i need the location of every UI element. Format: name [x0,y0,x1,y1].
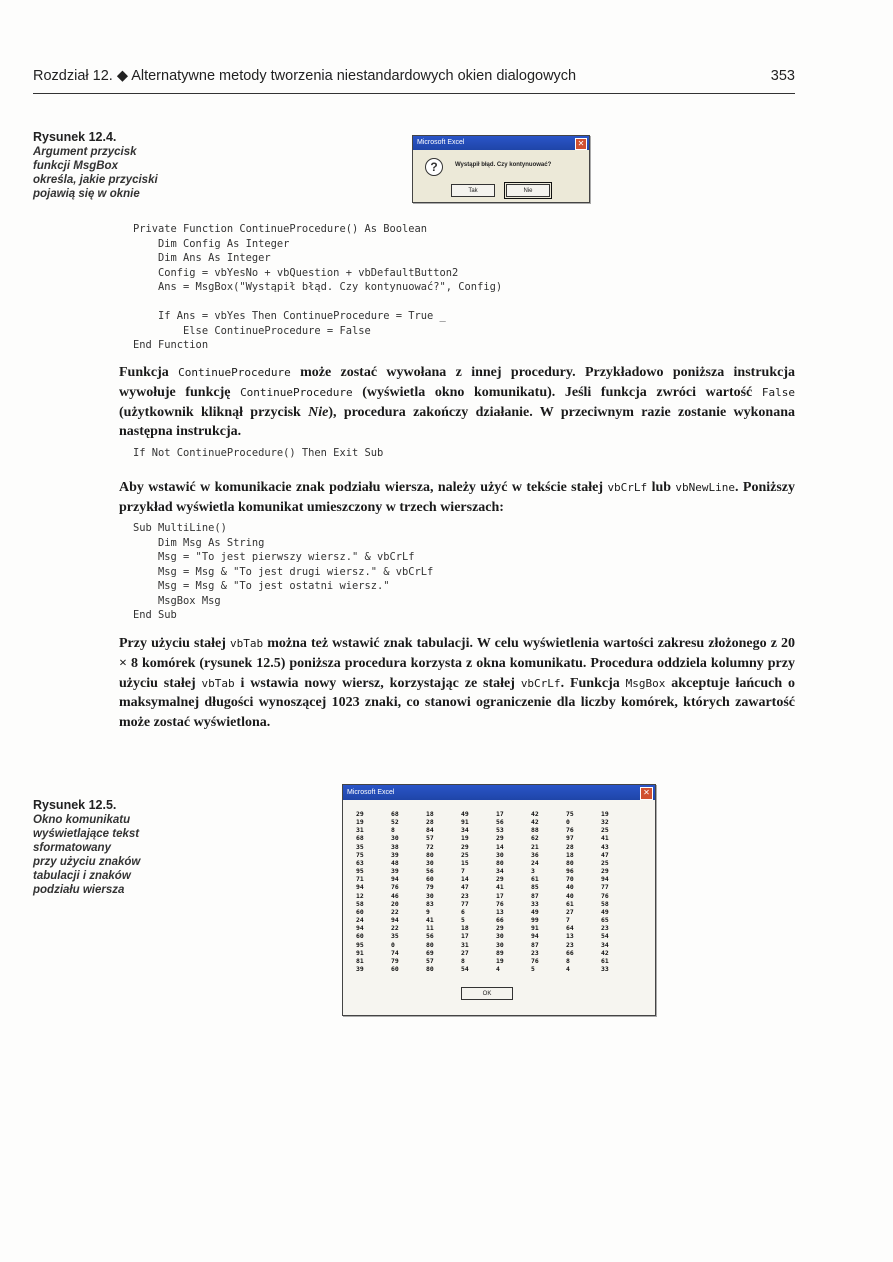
grid-cell: 68 [391,810,399,818]
grid-cell: 49 [461,810,469,818]
question-icon: ? [425,158,443,176]
grid-cell: 94 [601,875,609,884]
figure-12-4-text: Argument przycisk funkcji MsgBox określa, jakie przyciski pojawią się w oknie [33,146,158,200]
msgbox-dialog-yes-no [412,135,590,203]
grid-cell: 14 [461,875,469,884]
grid-cell: 74 [391,948,399,957]
grid-cell: 29 [601,867,609,876]
grid-cell: 36 [531,850,539,859]
grid-cell: 41 [426,916,434,925]
grid-cell: 28 [426,818,434,827]
grid-cell: 76 [531,956,539,965]
grid-cell: 6 [461,907,465,916]
grid-row [356,916,636,924]
grid-cell: 41 [601,834,609,843]
grid-cell: 85 [531,883,539,892]
grid-cell: 91 [531,924,539,933]
grid-cell: 39 [356,964,364,973]
grid-cell: 94 [391,916,399,925]
grid-cell: 91 [356,948,364,957]
grid-cell: 33 [601,964,609,973]
grid-row [356,867,636,875]
grid-cell: 43 [601,842,609,851]
grid-cell: 24 [356,916,364,925]
grid-cell: 72 [426,842,434,851]
values-grid [356,810,636,973]
grid-cell: 75 [566,810,574,818]
grid-cell: 76 [601,891,609,900]
grid-row [356,834,636,842]
grid-cell: 42 [531,818,539,827]
paragraph-line-break: Aby wstawić w komunikacie znak podziału wiersza, należy użyć w tekście stałej vbCrLf lub vbNewLine. Poniższy przykład wyświetla komunikat umieszczony w trzech wierszach: [119,480,795,515]
grid-cell: 68 [356,834,364,843]
grid-cell: 0 [566,818,570,827]
grid-cell: 62 [531,834,539,843]
grid-cell: 61 [566,899,574,908]
grid-cell: 94 [391,875,399,884]
grid-row [356,818,636,826]
grid-cell: 39 [391,850,399,859]
grid-row [356,957,636,965]
grid-cell: 25 [601,858,609,867]
grid-cell: 79 [391,956,399,965]
grid-cell: 56 [426,867,434,876]
code-multiline: Sub MultiLine() Dim Msg As String Msg = "To jest pierwszy wiersz." & vbCrLf Msg = Msg & "To jest drugi wiersz." & vbCrLf Msg = Msg & "To jest ostatni wiersz." MsgBox Msg End Sub [133,522,434,621]
grid-cell: 35 [391,932,399,941]
grid-row [356,941,636,949]
grid-cell: 30 [391,834,399,843]
grid-cell: 58 [601,899,609,908]
grid-cell: 20 [391,899,399,908]
grid-row [356,859,636,867]
grid-cell: 12 [356,891,364,900]
grid-cell: 28 [566,842,574,851]
grid-cell: 80 [566,858,574,867]
grid-cell: 87 [531,891,539,900]
grid-cell: 32 [601,818,609,827]
grid-cell: 60 [356,932,364,941]
grid-cell: 11 [426,924,434,933]
yes-button[interactable]: Tak [451,184,495,197]
grid-cell: 63 [356,858,364,867]
grid-cell: 76 [496,899,504,908]
grid-cell: 69 [426,948,434,957]
grid-cell: 29 [461,842,469,851]
grid-cell: 47 [601,850,609,859]
grid-row [356,892,636,900]
grid-cell: 84 [426,826,434,835]
grid-cell: 13 [566,932,574,941]
close-icon[interactable]: ✕ [575,138,587,150]
grid-row [356,810,636,818]
chapter-title: Rozdział 12. ◆ Alternatywne metody tworzenia niestandardowych okien dialogowych [33,68,577,84]
grid-cell: 5 [461,916,465,925]
grid-cell: 66 [566,948,574,957]
grid-cell: 7 [461,867,465,876]
grid-cell: 25 [461,850,469,859]
paragraph-vbtab: Przy użyciu stałej vbTab można też wstawić znak tabulacji. W celu wyświetlenia wartości zakresu złożonego z 20 × 8 komórek (rysunek 12.5) poniższa procedura korzysta z okna komunikatu. Procedura oddziela kolumny przy użyciu stałej vbTab i wstawia nowy wiersz, korzystając ze stałej vbCrLf. Funkcja MsgBox akceptuje łańcuch o maksymalnej długości wynoszącej 1023 znaki, co stanowi ograniczenie dla liczby komórek, których zawartość może zostać wyświetlona. [119,636,796,731]
grid-cell: 54 [601,932,609,941]
header-rule [33,93,795,94]
code-if-not-continue: If Not ContinueProcedure() Then Exit Sub [133,447,384,459]
grid-cell: 30 [496,932,504,941]
grid-cell: 29 [496,834,504,843]
paragraph-continue-procedure: Funkcja ContinueProcedure może zostać wywołana z innej procedury. Przykładowo poniższa instrukcja wywołuje funkcję ContinueProcedure (wyświetla okno komunikatu). Jeśli funkcja zwróci wartość False (użytkownik kliknął przycisk Nie), procedura zakończy działanie. W przeciwnym razie zostanie wykonana następna instrukcja. [119,365,795,440]
close-icon[interactable]: ✕ [640,787,653,800]
grid-cell: 4 [496,964,500,973]
grid-cell: 56 [496,818,504,827]
grid-cell: 95 [356,940,364,949]
grid-cell: 60 [426,875,434,884]
grid-cell: 27 [566,907,574,916]
grid-cell: 38 [391,842,399,851]
grid-cell: 46 [391,891,399,900]
grid-cell: 41 [496,883,504,892]
grid-cell: 65 [601,916,609,925]
grid-cell: 18 [426,810,434,818]
grid-cell: 17 [461,932,469,941]
grid-cell: 15 [461,858,469,867]
no-button[interactable]: Nie [506,184,550,197]
grid-cell: 54 [461,964,469,973]
msgbox-dialog-table [342,784,656,1016]
grid-cell: 19 [356,818,364,827]
grid-cell: 3 [531,867,535,876]
grid-row [356,875,636,883]
figure-12-5-text: Okno komunikatu wyświetlające tekst sformatowany przy użyciu znaków tabulacji i znaków podziału wiersza [33,814,141,896]
grid-cell: 19 [461,834,469,843]
grid-cell: 18 [461,924,469,933]
grid-cell: 30 [496,940,504,949]
grid-cell: 23 [566,940,574,949]
grid-row [356,924,636,932]
grid-cell: 34 [461,826,469,835]
ok-button[interactable]: OK [461,987,513,1000]
dialog-body [343,800,655,1015]
dialog-title: Microsoft Excel [347,789,395,796]
grid-cell: 33 [531,899,539,908]
grid-cell: 97 [566,834,574,843]
grid-cell: 9 [426,907,430,916]
grid-cell: 87 [531,940,539,949]
grid-cell: 94 [356,883,364,892]
grid-cell: 14 [496,842,504,851]
grid-cell: 19 [496,956,504,965]
figure-12-5-title: Rysunek 12.5. [33,798,117,812]
grid-cell: 34 [496,867,504,876]
grid-cell: 31 [356,826,364,835]
grid-row [356,908,636,916]
grid-cell: 49 [531,907,539,916]
dialog-title: Microsoft Excel [417,139,465,146]
dialog-titlebar [343,785,655,800]
grid-cell: 77 [601,883,609,892]
grid-cell: 57 [426,956,434,965]
grid-cell: 83 [426,899,434,908]
grid-row [356,883,636,891]
grid-cell: 42 [531,810,539,818]
grid-cell: 64 [566,924,574,933]
grid-cell: 42 [601,948,609,957]
grid-cell: 60 [356,907,364,916]
grid-cell: 13 [496,907,504,916]
grid-row [356,932,636,940]
grid-cell: 61 [531,875,539,884]
grid-cell: 80 [496,858,504,867]
grid-cell: 80 [426,850,434,859]
grid-cell: 30 [426,891,434,900]
grid-cell: 18 [566,850,574,859]
grid-row [356,843,636,851]
grid-cell: 29 [496,875,504,884]
grid-cell: 66 [496,916,504,925]
grid-cell: 7 [566,916,570,925]
grid-cell: 99 [531,916,539,925]
grid-cell: 80 [426,940,434,949]
grid-cell: 34 [601,940,609,949]
grid-cell: 8 [566,956,570,965]
grid-cell: 60 [391,964,399,973]
page-number: 353 [770,68,795,84]
grid-cell: 91 [461,818,469,827]
grid-cell: 94 [531,932,539,941]
grid-cell: 23 [601,924,609,933]
grid-cell: 19 [601,810,609,818]
grid-cell: 53 [496,826,504,835]
dialog-body [413,150,589,202]
grid-cell: 79 [426,883,434,892]
grid-cell: 8 [461,956,465,965]
grid-cell: 4 [566,964,570,973]
grid-row [356,965,636,973]
grid-row [356,851,636,859]
grid-cell: 75 [356,850,364,859]
figure-12-4-caption [33,130,213,201]
grid-cell: 5 [531,964,535,973]
grid-cell: 21 [531,842,539,851]
grid-cell: 0 [391,940,395,949]
grid-row [356,949,636,957]
grid-cell: 76 [566,826,574,835]
grid-cell: 29 [496,924,504,933]
grid-cell: 56 [426,932,434,941]
grid-cell: 8 [391,826,395,835]
figure-12-4-title: Rysunek 12.4. [33,130,117,144]
grid-cell: 70 [566,875,574,884]
grid-cell: 47 [461,883,469,892]
grid-cell: 81 [356,956,364,965]
grid-row [356,826,636,834]
grid-cell: 57 [426,834,434,843]
grid-cell: 40 [566,891,574,900]
grid-cell: 96 [566,867,574,876]
grid-cell: 23 [531,948,539,957]
grid-cell: 25 [601,826,609,835]
grid-row [356,900,636,908]
grid-cell: 35 [356,842,364,851]
running-header [33,68,795,84]
grid-cell: 48 [391,858,399,867]
grid-cell: 71 [356,875,364,884]
grid-cell: 89 [496,948,504,957]
figure-12-5-caption [33,798,213,897]
grid-cell: 52 [391,818,399,827]
grid-cell: 31 [461,940,469,949]
grid-cell: 22 [391,924,399,933]
grid-cell: 24 [531,858,539,867]
grid-cell: 29 [356,810,364,818]
grid-cell: 23 [461,891,469,900]
grid-cell: 17 [496,891,504,900]
grid-cell: 95 [356,867,364,876]
grid-cell: 88 [531,826,539,835]
grid-cell: 27 [461,948,469,957]
grid-cell: 58 [356,899,364,908]
grid-cell: 17 [496,810,504,818]
code-continue-procedure: Private Function ContinueProcedure() As Boolean Dim Config As Integer Dim Ans As Integer Config = vbYesNo + vbQuestion + vbDefaultButton2 Ans = MsgBox("Wystąpił błąd. Czy kontynuować?", Config) If Ans = vbYes Then ContinueProcedure = True _ Else ContinueProcedure = False End Function [133,223,503,351]
grid-cell: 76 [391,883,399,892]
grid-cell: 40 [566,883,574,892]
dialog-titlebar [413,136,589,150]
grid-cell: 49 [601,907,609,916]
grid-cell: 30 [426,858,434,867]
dialog-message: Wystąpił błąd. Czy kontynuować? [455,162,552,168]
grid-cell: 80 [426,964,434,973]
grid-cell: 30 [496,850,504,859]
grid-cell: 94 [356,924,364,933]
grid-cell: 61 [601,956,609,965]
grid-cell: 39 [391,867,399,876]
grid-cell: 77 [461,899,469,908]
grid-cell: 22 [391,907,399,916]
